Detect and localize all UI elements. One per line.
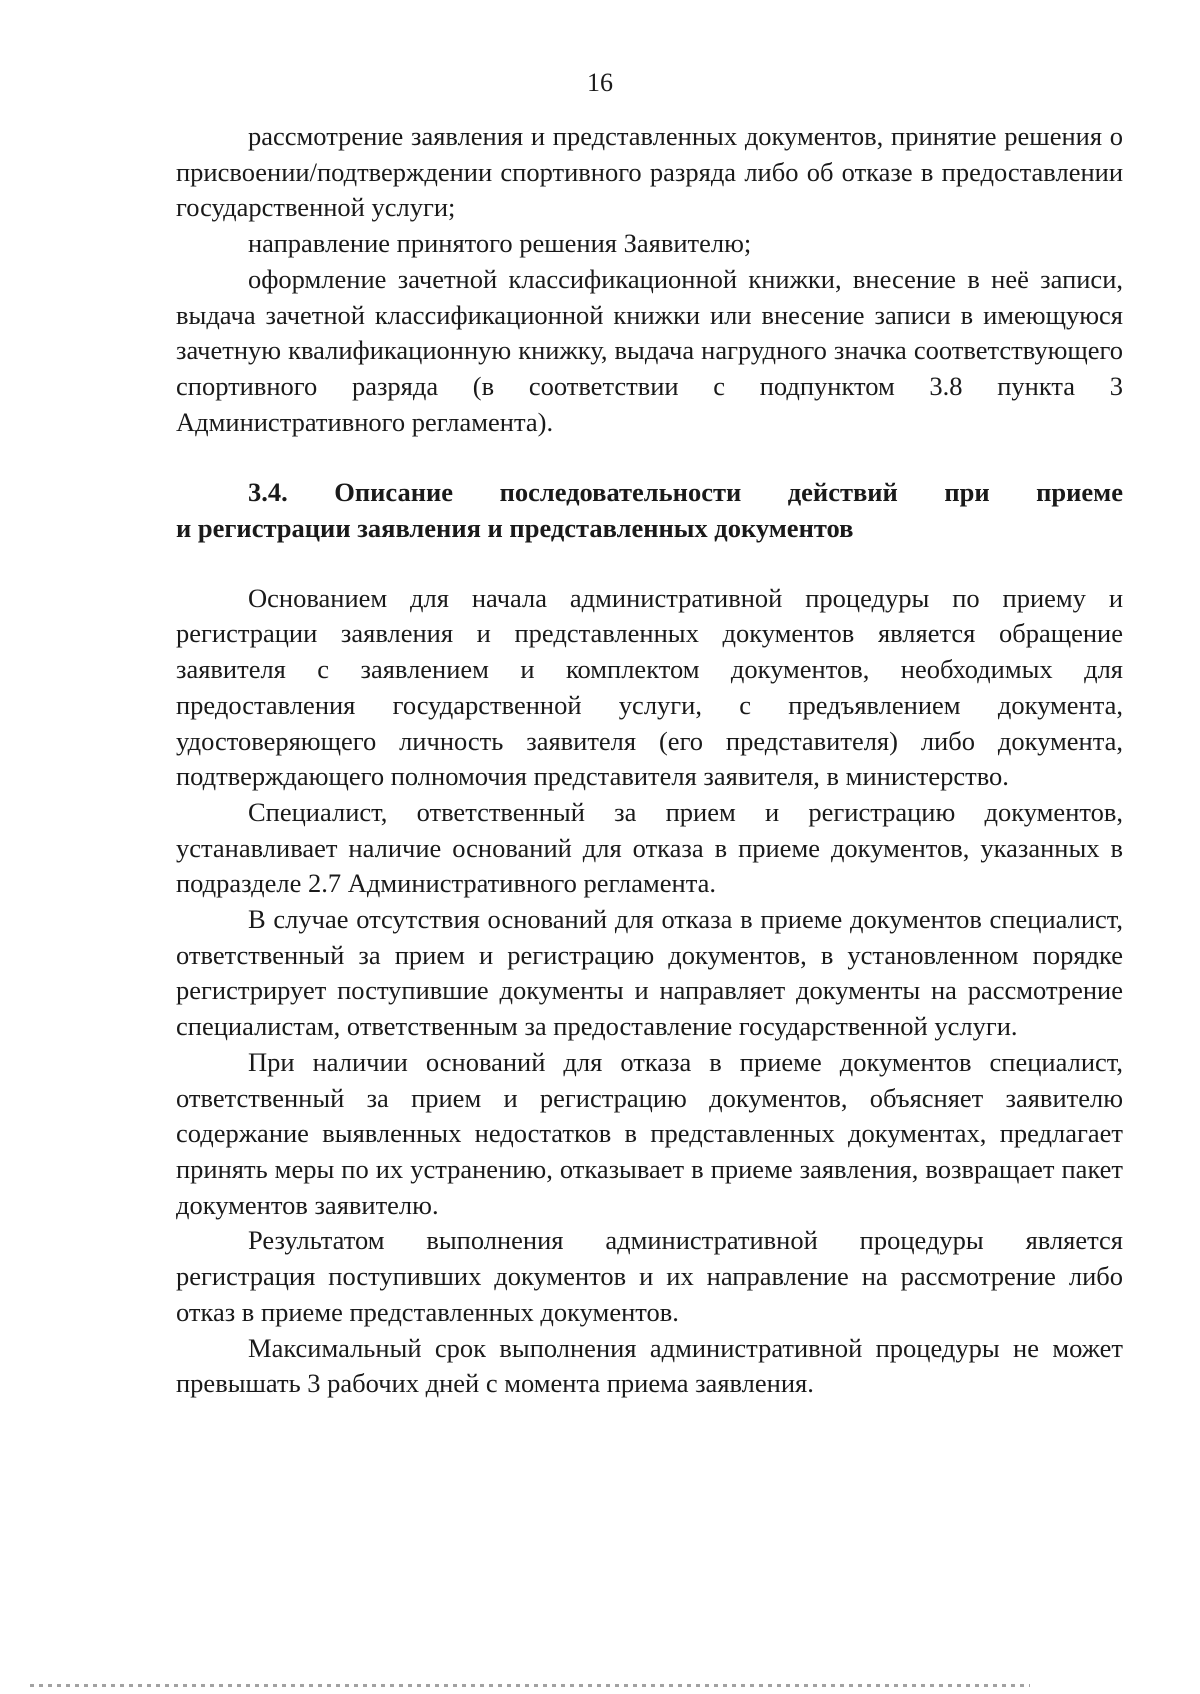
paragraph: Специалист, ответственный за прием и регистрацию документов, устанавливает наличие оснований для отказа в приеме документов, указанных в подразделе 2.7 Административного регламента. — [176, 796, 1123, 899]
paragraph: рассмотрение заявления и представленных документов, принятие решения о присвоении/подтверждении спортивного разряда либо об отказе в предоставлении государственной услуги; — [176, 121, 1123, 223]
scan-edge-noise — [30, 1684, 1030, 1687]
paragraph: направление принятого решения Заявителю; — [248, 228, 752, 259]
paragraph: Максимальный срок выполнения административной процедуры не может превышать 3 рабочих дней с момента приема заявления. — [176, 1332, 1123, 1399]
paragraph: Основанием для начала административной процедуры по приему и регистрации заявления и представленных документов является обращение заявителя с заявлением и комплектом документов, необходимых для предоставления государственной услуги, с предъявлением документа, удостоверяющего личность заявителя (его представителя) либо документа, подтверждающего полномочия представителя заявителя, в министерство. — [176, 582, 1123, 792]
paragraph: Результатом выполнения административной процедуры является регистрация поступивших документов и их направление на рассмотрение либо отказ в приеме представленных документов. — [176, 1225, 1123, 1327]
section-heading — [176, 475, 1123, 546]
paragraph: При наличии оснований для отказа в приеме документов специалист, ответственный за прием и регистрацию документов, объясняет заявителю содержание выявленных недостатков в представленных документах, предлагает принять меры по их устранению, отказывает в приеме заявления, возвращает пакет документов заявителю. — [176, 1046, 1123, 1220]
paragraph: В случае отсутствия оснований для отказа в приеме документов специалист, ответственный за прием и регистрацию документов, в установленном порядке регистрирует поступившие документы и направляет документы на рассмотрение специалистам, ответственным за предоставление государственной услуги. — [176, 904, 1123, 1042]
section-heading-line-2: и регистрации заявления и представленных документов — [176, 513, 854, 544]
section-heading-line-1: 3.4. Описание последовательности действий при приеме — [248, 477, 1123, 508]
document-body — [176, 119, 1123, 1402]
page-number: 16 — [587, 68, 613, 97]
paragraph: оформление зачетной классификационной книжки, внесение в неё записи, выдача зачетной классификационной книжки или внесение записи в имеющуюся зачетную квалификационную книжку, выдача нагрудного значка соответствующего спортивного разряда (в соответствии с подпунктом 3.8 пункта 3 Административного регламента). — [176, 263, 1123, 437]
